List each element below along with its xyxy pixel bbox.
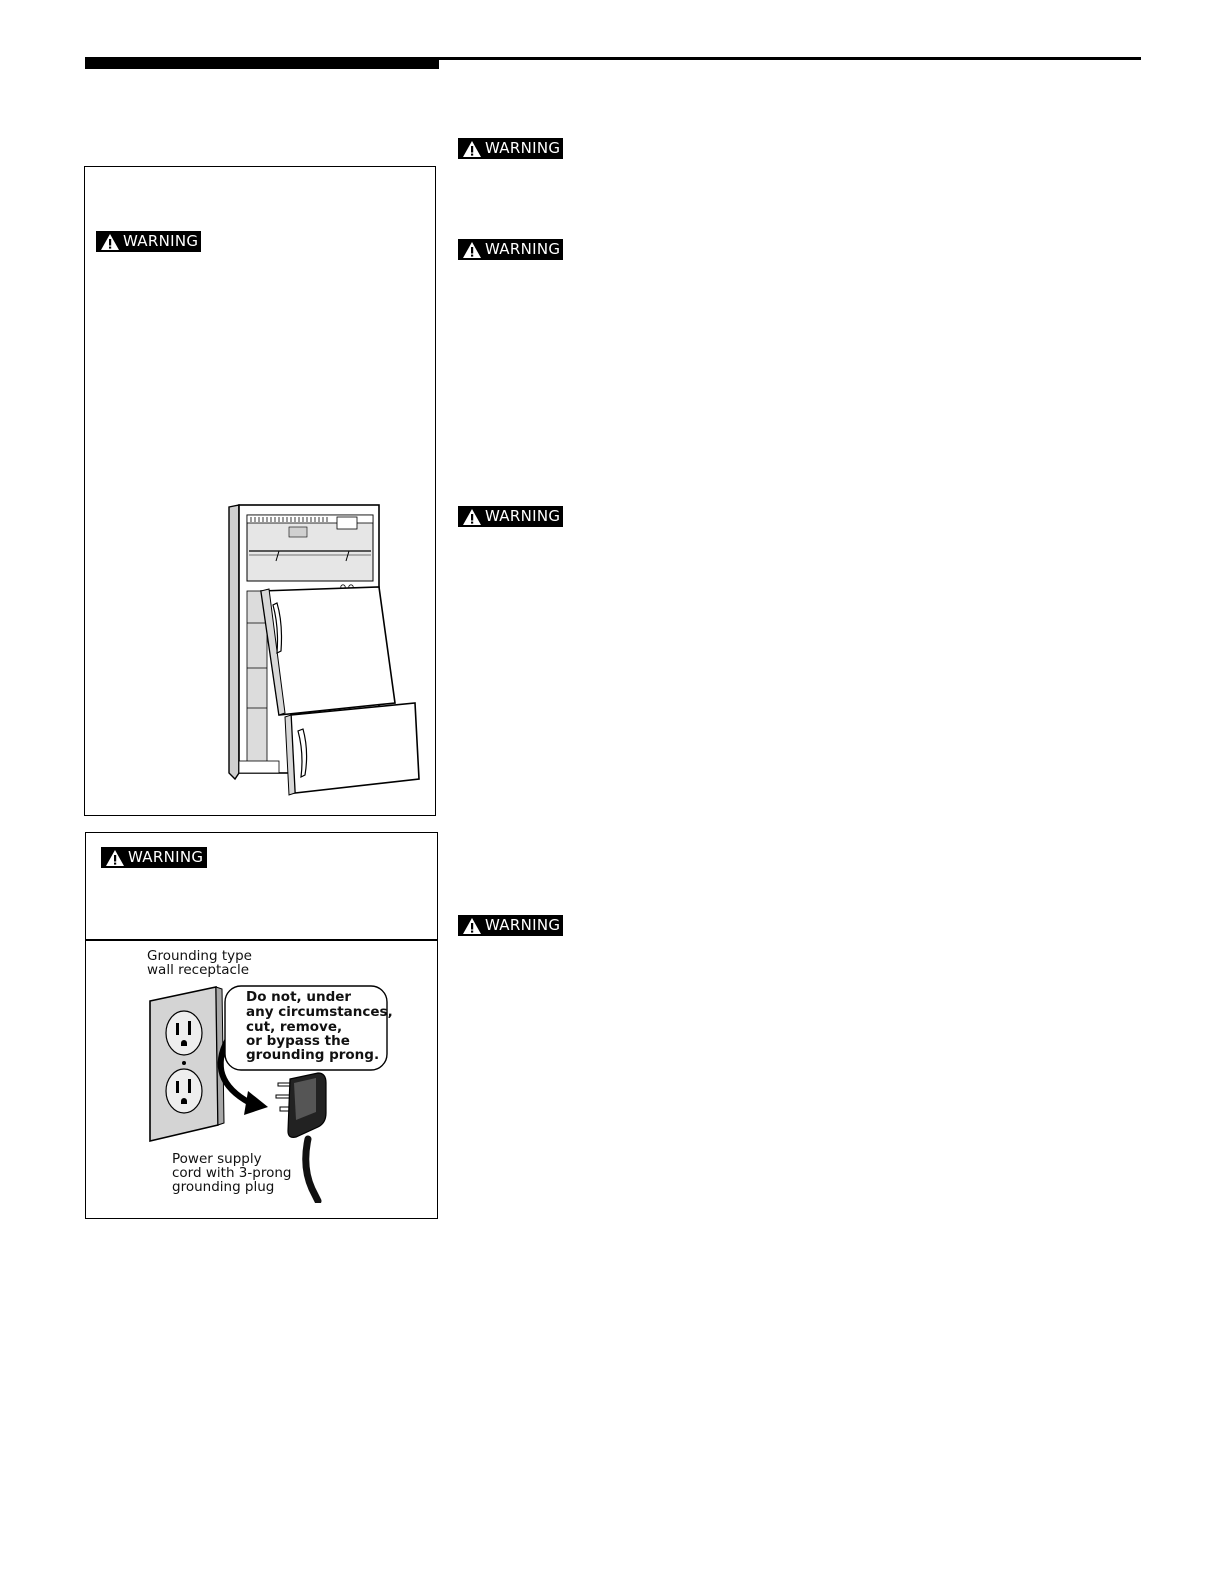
warning-triangle-icon <box>462 508 482 526</box>
box-divider <box>86 939 437 941</box>
warning-badge-text: WARNING <box>485 240 561 258</box>
bubble-line2: any circumstances, <box>246 1004 393 1020</box>
warning-triangle-icon <box>105 849 125 867</box>
warning-badge-text: WARNING <box>485 139 561 157</box>
warning-badge-text: WARNING <box>123 232 199 250</box>
warning-badge-box2 <box>101 847 207 868</box>
bubble-line4: or bypass the <box>246 1033 350 1049</box>
warning-triangle-icon <box>462 241 482 259</box>
warning-triangle-icon <box>462 917 482 935</box>
cord-label-line1: Power supply <box>172 1151 262 1167</box>
header-rule-thick <box>85 57 439 69</box>
bubble-line5: grounding prong. <box>246 1047 380 1063</box>
warning-badge-text: WARNING <box>485 916 561 934</box>
warning-triangle-icon <box>100 233 120 251</box>
warning-triangle-icon <box>462 140 482 158</box>
warning-badge-1 <box>458 138 563 159</box>
bubble-line1: Do not, under <box>246 989 352 1005</box>
receptacle-label-line2: wall receptacle <box>147 962 250 978</box>
warning-badge-text: WARNING <box>128 848 204 866</box>
grounding-warning-box <box>85 832 438 1219</box>
receptacle-label-line1: Grounding type <box>147 948 252 964</box>
refrigerator-warning-box <box>84 166 436 816</box>
refrigerator-doors-removed-illustration <box>219 503 429 797</box>
warning-badge-3 <box>458 506 563 527</box>
cord-label-line2: cord with 3-prong <box>172 1165 292 1181</box>
warning-badge-text: WARNING <box>485 507 561 525</box>
cord-label-line3: grounding plug <box>172 1179 275 1195</box>
bubble-line3: cut, remove, <box>246 1019 343 1035</box>
warning-badge-4 <box>458 915 563 936</box>
warning-badge-2 <box>458 239 563 260</box>
warning-badge-box1 <box>96 231 201 252</box>
